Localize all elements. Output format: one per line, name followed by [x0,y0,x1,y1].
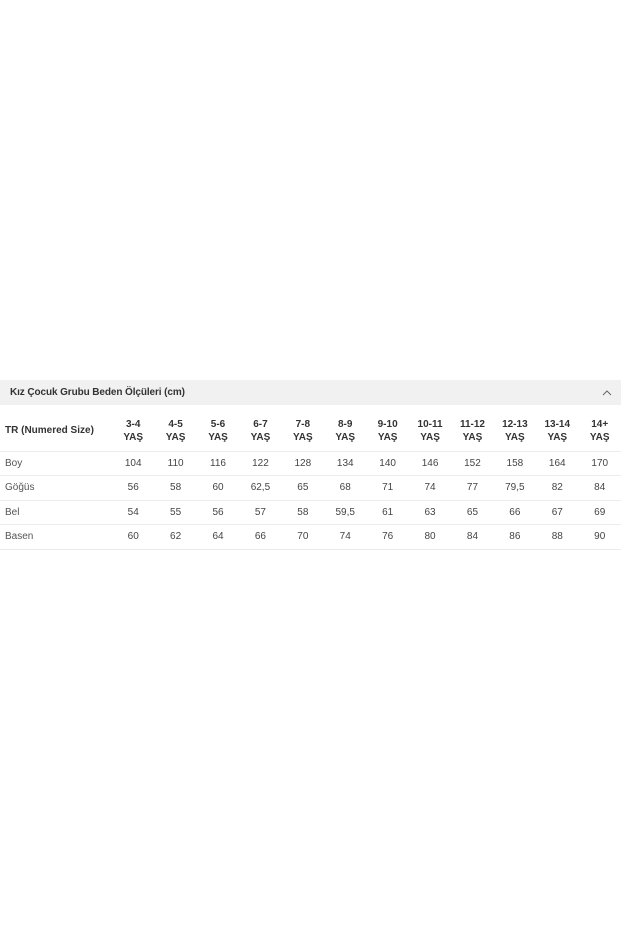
table-row [0,451,621,476]
table-row [0,500,621,525]
measurement-value: 67 [536,500,578,525]
measurement-value: 60 [112,525,154,550]
measurement-value: 152 [451,451,493,476]
measurement-value: 71 [366,476,408,501]
size-column-header [409,411,451,451]
table-row [0,525,621,550]
size-column-header [494,411,536,451]
measurement-value: 80 [409,525,451,550]
age-range: 11-12 [459,418,485,430]
age-unit: YAŞ [123,431,144,443]
measurement-value: 63 [409,500,451,525]
measurement-label: Göğüs [0,476,112,501]
size-system-header: TR (Numered Size) [0,411,112,451]
measurement-value: 60 [197,476,239,501]
age-range: 5-6 [210,418,226,430]
age-range: 7-8 [295,418,311,430]
measurement-value: 66 [239,525,281,550]
measurement-value: 54 [112,500,154,525]
age-unit: YAŞ [462,431,483,443]
age-unit: YAŞ [208,431,228,443]
measurement-value: 57 [239,500,281,525]
table-body [0,451,621,549]
measurement-value: 62,5 [239,476,281,501]
age-range: 12-13 [502,418,528,430]
age-unit: YAŞ [505,431,525,443]
measurement-value: 84 [578,476,621,501]
measurement-label: Basen [0,525,112,550]
age-unit: YAŞ [377,431,398,443]
age-range: 4-5 [168,418,183,430]
age-range: 3-4 [125,418,141,430]
measurement-value: 110 [154,451,196,476]
chevron-up-icon[interactable] [601,387,613,399]
measurement-value: 55 [154,500,196,525]
measurement-value: 122 [239,451,281,476]
age-unit: YAŞ [589,431,610,443]
measurement-label: Boy [0,451,112,476]
size-column-header [112,411,154,451]
measurement-value: 58 [154,476,196,501]
measurement-value: 146 [409,451,451,476]
measurement-value: 134 [324,451,366,476]
measurement-value: 82 [536,476,578,501]
measurement-value: 88 [536,525,578,550]
measurement-value: 158 [494,451,536,476]
measurement-value: 140 [366,451,408,476]
measurement-value: 59,5 [324,500,366,525]
measurement-value: 86 [494,525,536,550]
size-chart-panel [0,380,621,550]
measurement-value: 116 [197,451,239,476]
measurement-value: 69 [578,500,621,525]
size-chart-header[interactable] [0,380,621,405]
age-range: 10-11 [417,418,443,430]
size-column-header [451,411,493,451]
size-column-header [366,411,408,451]
measurement-value: 84 [451,525,493,550]
age-range: 9-10 [377,418,398,430]
measurement-value: 76 [366,525,408,550]
age-range: 14+ [591,418,609,430]
measurement-value: 77 [451,476,493,501]
size-column-header [324,411,366,451]
measurement-value: 65 [282,476,324,501]
measurement-value: 70 [282,525,324,550]
age-unit: YAŞ [335,431,356,443]
age-range: 8-9 [338,418,353,430]
measurement-value: 79,5 [494,476,536,501]
measurement-value: 104 [112,451,154,476]
measurement-value: 74 [324,525,366,550]
table-header-row [0,411,621,451]
size-column-header [578,411,621,451]
age-range: 6-7 [253,418,268,430]
age-unit: YAŞ [547,431,568,443]
size-chart-title: Kız Çocuk Grubu Beden Ölçüleri (cm) [10,387,185,398]
age-range: 13-14 [544,418,571,430]
measurement-value: 64 [197,525,239,550]
age-unit: YAŞ [165,431,186,443]
age-unit: YAŞ [420,431,440,443]
size-column-header [536,411,578,451]
measurement-value: 58 [282,500,324,525]
size-table [0,411,621,550]
measurement-value: 74 [409,476,451,501]
measurement-value: 65 [451,500,493,525]
measurement-value: 62 [154,525,196,550]
size-column-header [282,411,324,451]
age-unit: YAŞ [293,431,313,443]
table-row [0,476,621,501]
measurement-value: 164 [536,451,578,476]
size-column-header [197,411,239,451]
measurement-value: 61 [366,500,408,525]
size-column-header [154,411,196,451]
measurement-value: 68 [324,476,366,501]
measurement-value: 66 [494,500,536,525]
measurement-value: 128 [282,451,324,476]
measurement-value: 56 [197,500,239,525]
size-column-header [239,411,281,451]
age-unit: YAŞ [250,431,271,443]
measurement-label: Bel [0,500,112,525]
measurement-value: 90 [578,525,621,550]
measurement-value: 56 [112,476,154,501]
measurement-value: 170 [578,451,621,476]
